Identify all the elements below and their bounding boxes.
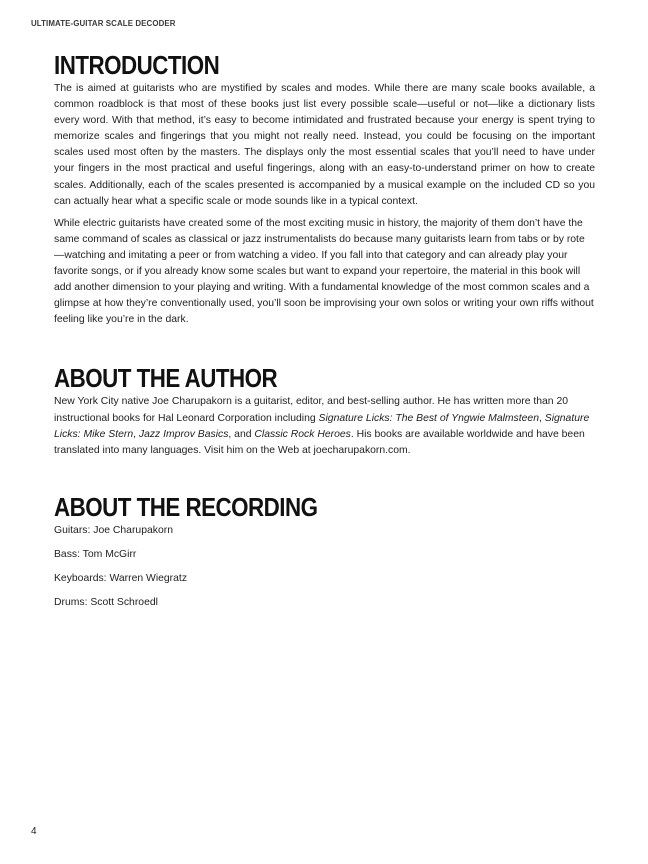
credit-line: Bass: Tom McGirr [54,548,137,560]
author-bio [54,394,595,458]
credit-line: Drums: Scott Schroedl [54,596,158,608]
about-author-heading: ABOUT THE AUTHOR [54,363,278,394]
separator: , and [228,428,255,440]
book-title: Jazz Improv Basics [138,428,229,440]
introduction-paragraph: The is aimed at guitarists who are mystified by scales and modes. While there are many scale books available, a common roadblock is that most of these books just list every possible scale—useful or not—like a dictionary lists every word. With that method, it’s easy to become intimidated and frustrated because your energy is spent trying to memorize scales and fingerings that you might not really need. Instead, you could be focusing on the important scales used most often by the masters. The displays only the most essential scales that you’ll need to have under your fingers in the most practical and useful fingerings, along with an easy-to-understand primer on how to create scales. Additionally, each of the scales presented is accompanied by a musical example on the included CD so you can actually hear what a specific scale or mode sounds like in a typical context. [54,83,595,207]
introduction-heading: INTRODUCTION [54,50,220,80]
introduction-section [54,49,595,328]
page-content [54,49,595,619]
credit-line: Guitars: Joe Charupakorn [54,524,173,536]
book-title: Signature Licks: Mike Stern [54,412,590,440]
book-title: Signature Licks: The Best of Yngwie Malmsteen [318,412,539,424]
book-title: Classic Rock Heroes [254,428,351,440]
separator: , [133,428,139,440]
about-recording-section [54,491,595,611]
running-head: ULTIMATE-GUITAR SCALE DECODER [31,18,176,28]
about-recording-heading: ABOUT THE RECORDING [54,491,318,522]
page-number: 4 [31,826,37,837]
author-bio-text: New York City native Joe Charupakorn is a guitarist, editor, and best-selling author. He has written more than 20 instructional books for Hal Leonard Corporation including [54,396,569,424]
separator: , [538,412,545,424]
introduction-paragraph: While electric guitarists have created some of the most exciting music in history, the majority of them don’t have the same command of scales as classical or jazz instrumentalists do because many guitarists learn from tabs or by rote—watching and imitating a peer or from watching a video. If you fall into that category and can already play your favorite songs, or if you already know some scales but want to expand your repertoire, the material in this book will add another dimension to your playing and writing. With a fundamental knowledge of the most common scales and a glimpse at how they’re conventionally used, you’ll soon be improvising your own solos or writing your own riffs without feeling like you’re in the dark. [54,217,594,326]
credit-line: Keyboards: Warren Wiegratz [54,572,188,584]
about-author-section [54,362,595,458]
author-bio-text: . His books are available worldwide and have been translated into many languages. Visit him on the Web at joecharupakorn.com. [54,428,585,456]
